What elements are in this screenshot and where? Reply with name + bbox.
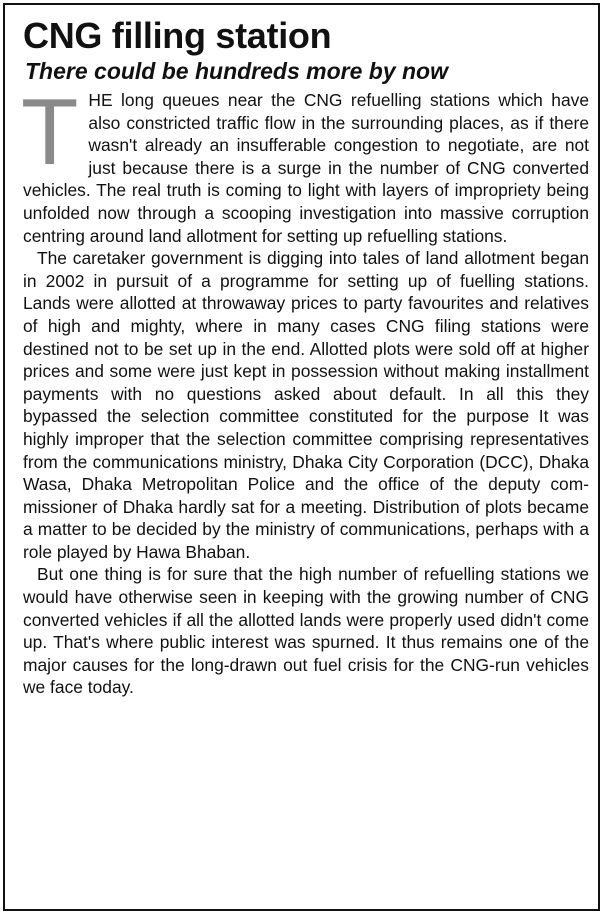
paragraph-1	[21, 79, 589, 247]
article-body	[21, 79, 589, 699]
paragraph-3: But one thing is for sure that the high number of refuelling stations we would have otherwise seen in keeping with the growing number of CNG converted vehicles if all the allotted lands were properly used didn't come up. That's where public interest was spurned. It thus remains one of the major causes for the long-drawn out fuel crisis for the CNG-run vehicles we face today.	[23, 564, 589, 698]
paragraph-2: The caretaker government is digging into tales of land allotment began in 2002 in pursuit of a programme for setting up of fuelling stations. Lands were allotted at throwaway prices to party favourites and relatives of high and mighty, where in many cases CNG filing stations were destined not to be set up in the end. Allotted plots were sold off at higher prices and some were just kept in possession without making installment payments with no questions asked about default. In all this they bypassed the selection committee constituted for the purpose It was highly improper that the selection committee comprising representatives from the communications ministry, Dhaka City Corporation (DCC), Dhaka Wasa, Dhaka Metropolitan Police and the office of the deputy commissioner of Dhaka hardly sat for a meeting. Distribution of plots became a matter to be decided by the ministry of communications, perhaps with a role played by Hawa Bhaban.	[23, 248, 589, 562]
article-content	[23, 15, 589, 699]
drop-cap: T	[21, 79, 79, 184]
article-frame	[3, 3, 600, 911]
article-headline: CNG filling station	[23, 15, 332, 56]
article-subheadline: There could be hundreds more by now	[25, 58, 448, 84]
paragraph-1-text: HE long queues near the CNG refuelling stations which have also constricted traffic flow in the surrounding places, as if there wasn't already an insufferable congestion to negotiate, are not just because there is a surge in the number of CNG converted vehicles. The real truth is coming to light with layers of impropriety being unfolded now through a scooping investigation into massive corruption centring around land allotment for setting up refuelling stations.	[23, 90, 589, 246]
